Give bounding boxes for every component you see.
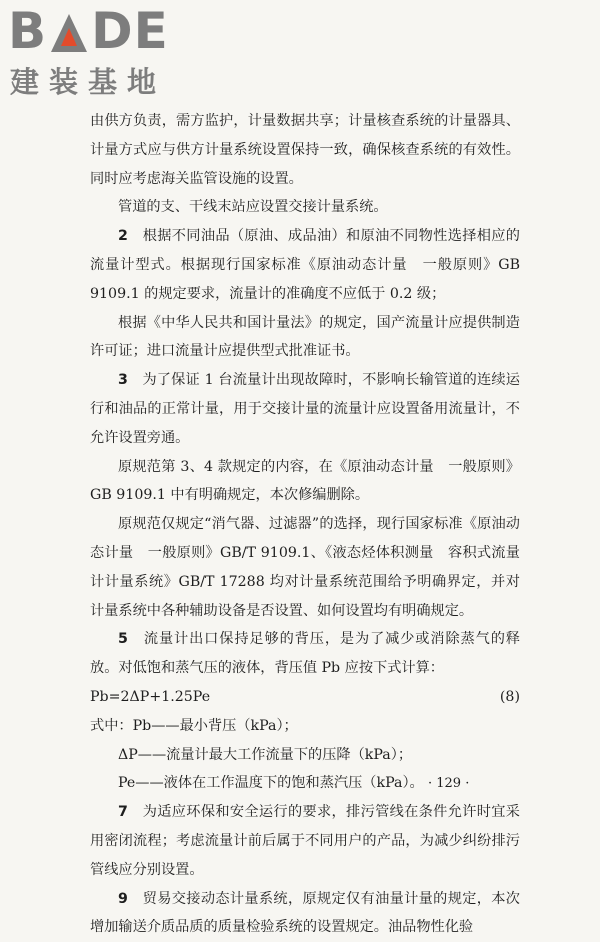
site-logo: [8, 2, 178, 101]
paragraph-original-spec: 原规范仅规定“消气器、过滤器”的选择，现行国家标准《原油动态计量 一般原则》GB/T 9109.1、《液态烃体积测量 容积式流量计计量系统》GB/T 17288 均对计量系统范围给予明确界定，并对计量系统中各种辅助设备是否设置、如何设置均有明确规定。: [90, 516, 520, 619]
paragraph-metrology-law: 根据《中华人民共和国计量法》的规定，国产流量计应提供制造许可证；进口流量计应提供型式批准证书。: [90, 314, 520, 360]
item-number: 3: [118, 372, 128, 389]
logo-wordmark: [8, 2, 178, 60]
logo-letters-de: DE: [91, 2, 169, 60]
item-number: 2: [118, 228, 128, 245]
paragraph-item-7: [90, 798, 520, 884]
item-number: 9: [118, 890, 128, 907]
item-text: 贸易交接动态计量系统，原规定仅有油量计量的规定，本次增加输送介质品质的质量检验系统的设置规定。油品物性化验: [90, 890, 520, 936]
paragraph-item-5: [90, 625, 520, 683]
page-number: · 129 ·: [428, 776, 470, 791]
formula-back-pressure: [90, 683, 520, 712]
item-number: 7: [118, 804, 128, 821]
paragraph-original-clause: 原规范第 3、4 款规定的内容，在《原油动态计量 一般原则》GB 9109.1 中有明确规定，本次修编删除。: [90, 458, 520, 504]
logo-chinese-name: 建装基地: [10, 65, 167, 99]
logo-letter-b: B: [8, 2, 48, 60]
definition-delta-p: ΔP——流量计最大工作流量下的压降（kPa）；: [118, 746, 413, 763]
item-number: 5: [118, 631, 128, 648]
definition-pb: 式中：Pb——最小背压（kPa）；: [90, 717, 298, 734]
formula-expression: Pb=2ΔP+1.25Pe: [90, 688, 211, 705]
paragraph-item-2: [90, 222, 520, 308]
logo-a-triangle-icon: [49, 12, 89, 56]
paragraph-terminal-station: 管道的支、干线末站应设置交接计量系统。: [118, 199, 388, 216]
document-page: [90, 107, 520, 942]
formula-number: (8): [499, 688, 520, 705]
item-text: 流量计出口保持足够的背压，是为了减少或消除蒸气的释放。对低饱和蒸气压的液体，背压值 Pb 应按下式计算：: [90, 631, 520, 677]
item-text: 为了保证 1 台流量计出现故障时，不影响长输管道的连续运行和油品的正常计量，用于交接计量的流量计应设置备用流量计，不允许设置旁通。: [90, 372, 520, 446]
definition-pe: Pe——液体在工作温度下的饱和蒸汽压（kPa）。: [118, 775, 424, 792]
paragraph-item-9: [90, 885, 520, 942]
paragraph-continuation: 由供方负责，需方监护，计量数据共享；计量核查系统的计量器具、计量方式应与供方计量系统设置保持一致，确保核查系统的有效性。同时应考虑海关监管设施的设置。: [90, 113, 520, 187]
paragraph-item-3: [90, 366, 520, 452]
item-text: 根据不同油品（原油、成品油）和原油不同物性选择相应的流量计型式。根据现行国家标准《原油动态计量 一般原则》GB 9109.1 的规定要求，流量计的准确度不应低于 0.2 级；: [90, 228, 520, 302]
item-text: 为适应环保和安全运行的要求，排污管线在条件允许时宜采用密闭流程；考虑流量计前后属于不同用户的产品，为减少纠纷排污管线应分别设置。: [90, 804, 520, 878]
